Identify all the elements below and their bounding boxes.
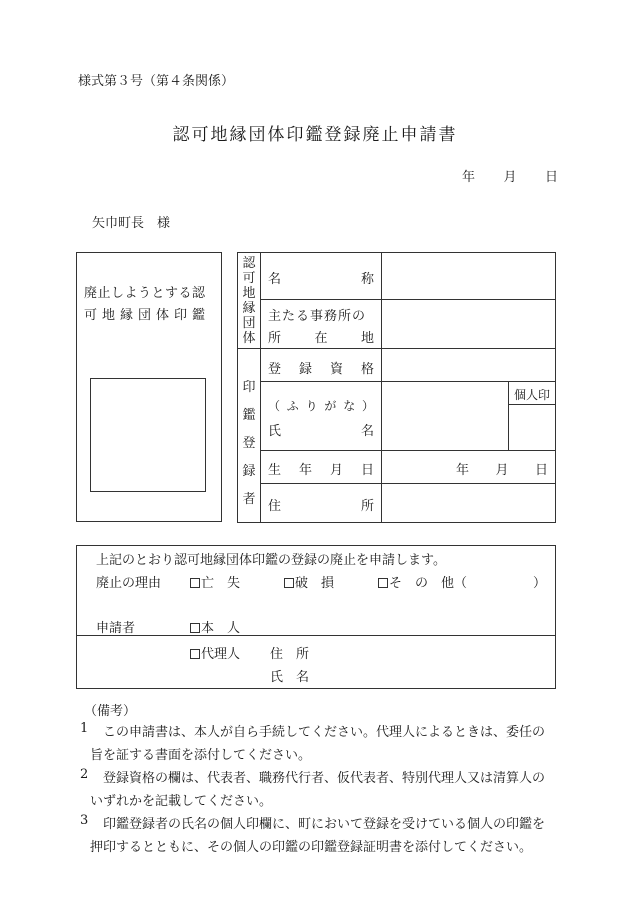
reason-lost-option[interactable]: 亡 失: [190, 572, 240, 591]
form-title: 認可地縁団体印鑑登録廃止申請書: [172, 125, 458, 145]
form-number: 様式第３号（第４条関係）: [78, 74, 235, 89]
birth-label: 生 年 月 日: [268, 463, 374, 478]
qualification-label: 登 録 資 格: [268, 362, 374, 377]
reason-other-checkbox[interactable]: [378, 578, 388, 588]
notes-heading: （備考）: [84, 704, 137, 719]
note-1-line-2: 旨を証する書面を添付してください。: [90, 748, 312, 763]
date-day: 日: [544, 170, 558, 185]
registrant-group-label: 印 鑑 登 録 者: [242, 380, 256, 507]
personal-seal-label: 個人印: [513, 388, 550, 402]
seal-section-label-2: 可地縁団体印鑑: [84, 308, 211, 323]
personal-seal-field[interactable]: [509, 405, 555, 450]
date-month: 月: [503, 170, 517, 185]
agent-checkbox[interactable]: [190, 649, 200, 659]
note-3-number: 3: [80, 813, 89, 828]
note-2-number: 2: [80, 767, 89, 782]
applicant-label: 申請者: [96, 621, 136, 636]
org-name-label: 名 称: [268, 272, 374, 287]
seal-section-label-1: 廃止しようとする認: [84, 286, 206, 301]
birth-value: 年 月 日: [456, 463, 548, 478]
org-office-label-2: 所 在 地: [268, 331, 374, 346]
registrant-name-field[interactable]: [382, 382, 507, 450]
org-office-label-1: 主たる事務所の: [268, 309, 367, 324]
seal-impression-box[interactable]: [90, 378, 206, 492]
note-2-line-1: 登録資格の欄は、代表者、職務代行者、仮代表者、特別代理人又は清算人の: [103, 771, 546, 786]
self-option[interactable]: 本 人: [190, 617, 240, 636]
date-year: 年: [462, 170, 476, 185]
date-line: [462, 166, 558, 185]
note-1-line-1: この申請書は、本人が自ら手続してください。代理人によるときは、委任の: [103, 725, 546, 740]
addressee: 矢巾町長 様: [92, 216, 171, 231]
furigana-label: （ ふ り が な ）: [268, 399, 374, 413]
agent-option[interactable]: 代理人: [190, 643, 240, 662]
note-3-line-1: 印鑑登録者の氏名の個人印欄に、町において登録を受けている個人の印鑑を: [103, 817, 546, 832]
qualification-field[interactable]: [382, 349, 555, 381]
address-label: 住 所: [268, 499, 374, 514]
reason-label: 廃止の理由: [96, 576, 162, 591]
reason-other-close: ）: [533, 576, 547, 591]
reason-lost-checkbox[interactable]: [190, 578, 200, 588]
org-name-field[interactable]: [382, 253, 555, 299]
note-2-line-2: いずれかを記載してください。: [90, 794, 273, 809]
registrant-name-label: 氏 名: [268, 424, 374, 439]
note-3-line-2: 押印するとともに、その個人の印鑑の印鑑登録証明書を添付してください。: [90, 840, 533, 855]
self-checkbox[interactable]: [190, 623, 200, 633]
application-statement: 上記のとおり認可地縁団体印鑑の登録の廃止を申請します。: [96, 553, 446, 568]
reason-other-option[interactable]: そ の 他（: [378, 572, 467, 591]
note-1-number: 1: [80, 721, 89, 736]
org-office-field[interactable]: [382, 300, 555, 348]
address-field[interactable]: [382, 484, 555, 522]
reason-damaged-option[interactable]: 破 損: [284, 572, 334, 591]
agent-name-label: 氏 名: [270, 670, 310, 685]
agent-address-label: 住 所: [270, 647, 310, 662]
reason-damaged-checkbox[interactable]: [284, 578, 294, 588]
organization-group-label: 認 可 地 縁 団 体: [242, 256, 256, 346]
